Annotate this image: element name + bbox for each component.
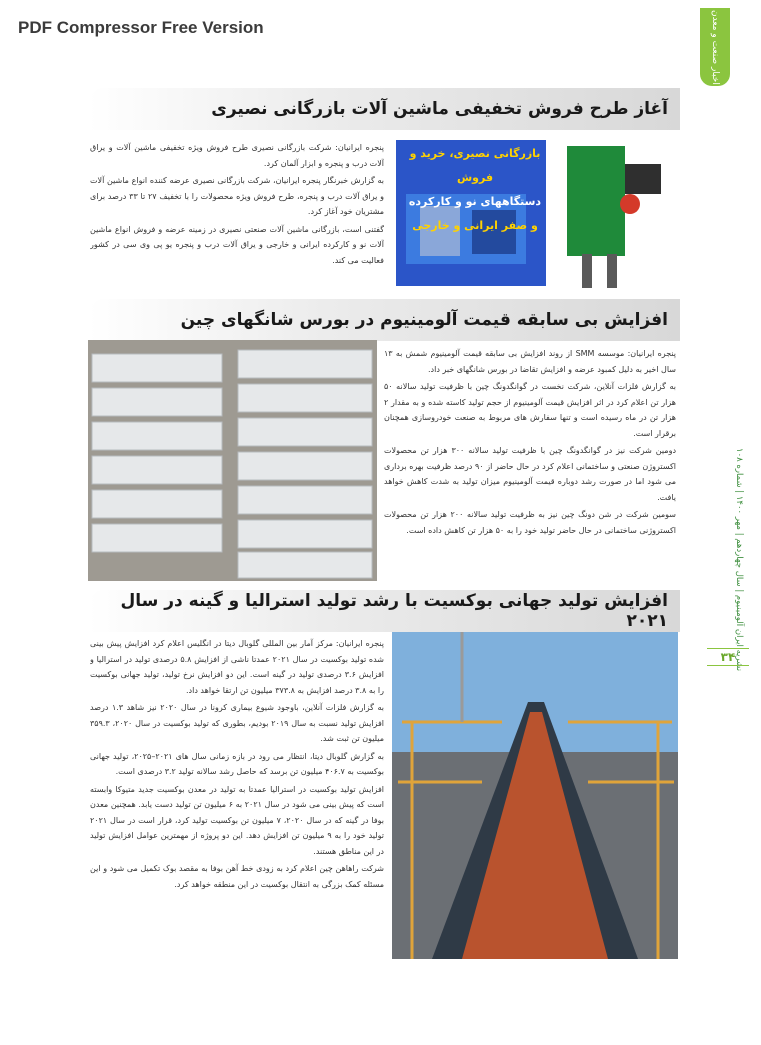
article-2-paragraph: پنجره ایرانیان: موسسه SMM از روند افزایش بی سابقه قیمت آلومینیوم شمش به ۱۳ سال اخیر به دلیل کمبود عرضه و افزایش تقاضا در بورس شانگهای خبر داد. xyxy=(384,349,676,374)
ad-caption-line-2: دستگاههای نو و کارکرده xyxy=(408,195,542,208)
article-1-title: آغاز طرح فروش تخفیفی ماشین آلات بازرگانی نصیری xyxy=(88,88,680,130)
watermark-text: PDF Compressor Free Version xyxy=(18,18,264,37)
article-3-paragraph: پنجره ایرانیان: مرکز آمار بین المللی گلوبال دیتا در انگلیس اعلام کرد افزایش پیش بینی شده تولید بوکسیت در سال ۲۰۲۱ عمدتا ناشی از افزایش ۵.۸ درصدی تولید در استرالیا و افزایش ۳.۶ درصدی تولید در گینه است. این دو افزایش نرخ تولید، تولید جهانی بوکسیت را به ۳.۸ درصد افزایش به ۳۷۳.۸ میلیون تن ارتقا خواهد داد. xyxy=(90,639,384,695)
ad-caption-line-1: بازرگانی نصیری، خرید و فروش xyxy=(409,147,541,184)
bauxite-conveyor-image xyxy=(392,632,678,959)
machine-ad-image xyxy=(392,134,678,292)
article-1-paragraph: پنجره ایرانیان: شرکت بازرگانی نصیری طرح فروش ویژه تخفیفی ماشین آلات و یراق آلات درب و پنجره و ابزار آلمان کرد. xyxy=(90,143,384,168)
article-3-paragraph: به گزارش گلوبال دیتا، انتظار می رود در بازه زمانی سال های ۲۰۲۱–۲۰۲۵، تولید جهانی بوکسیت به ۴۰۶.۷ میلیون تن برسد که حاصل رشد سالانه تولید ۳.۲ درصدی است. xyxy=(90,751,384,776)
conveyor-illustration xyxy=(392,632,678,959)
article-1-body xyxy=(90,140,384,290)
article-2-paragraph: دومین شرکت نیز در گوانگدونگ چین با ظرفیت تولید سالانه ۳۰۰ هزار تن محصولات اکستروژن صنعتی و ساختمانی اعلام کرد در حال حاضر از ۹۰ درصد ظرفیت بهره برداری می شود اما در صورت رشد دوباره قیمت آلومینیوم میزان تولید به شدت کاهش خواهد یافت. xyxy=(384,446,676,502)
magazine-info: نشریه ایران آلومینیوم | سال چهاردهم | مهر ۱۴۰۰ | شماره ۱۰۸ xyxy=(734,448,744,672)
article-3-body xyxy=(90,636,384,958)
article-2-title: افزایش بی سابقه قیمت آلومینیوم در بورس شانگهای چین xyxy=(88,299,680,341)
article-3-paragraph: به گزارش فلزات آنلاین، باوجود شیوع بیماری کرونا در سال ۲۰۲۰ نیز شاهد ۱.۳ درصد افزایش تولید نسبت به سال ۲۰۱۹ بودیم، بطوری که تولید بوکسیت در سال ۲۰۲۰، ۳۵۹.۳ میلیون تن ثبت شد. xyxy=(90,703,384,743)
article-3-title: افزایش تولید جهانی بوکسیت با رشد تولید استرالیا و گینه در سال ۲۰۲۱ xyxy=(88,590,680,632)
article-3-paragraph: افزایش تولید بوکسیت در استرالیا عمدتا به تولید در معدن بوکسیت جدید متیوکا وابسته است که پیش بینی می شود در سال ۲۰۲۱ به ۶ میلیون تن تولید دست یابد. همچنین معدن بوفا در گینه که در سال ۲۰۲۰، ۷ میلیون تن بوکسیت تولید کرد، قرار است در سال ۲۰۲۱ تولید خود را به ۹ میلیون تن افزایش دهد. این دو پروژه از مهمترین عوامل افزایش تولید در این مناطق هستند. xyxy=(90,784,384,856)
page-number: ۳۴ xyxy=(707,648,749,666)
article-3-paragraph: شرکت راهاهن چین اعلام کرد به زودی خط آهن بوفا به مقصد بوک تکمیل می شود و این مسئله کمک بزرگی به انتقال بوکسیت در این منطقه خواهد کرد. xyxy=(90,864,384,889)
article-2-body xyxy=(384,346,676,582)
article-1-paragraph: به گزارش خبرنگار پنجره ایرانیان، شرکت بازرگانی نصیری عرضه کننده انواع ماشین آلات و یراق آلات درب و پنجره، طرح فروش ویژه محصولات را با تخفیف ۲۷ تا ۳۳ درصد برای مشتریان خود آغاز کرد. xyxy=(90,176,384,216)
article-2-paragraph: به گزارش فلزات آنلاین، شرکت نخست در گوانگدونگ چین با ظرفیت تولید سالانه ۵۰ هزار تن اعلام کرد در اثر افزایش قیمت آلومینیوم از حجم تولید کاسته شده و به مقدار ۲ هزار تن در ماه رسیده است و تنها سفارش های مربوط به صنعت خودروسازی همچنان برقرار است. xyxy=(384,382,676,438)
section-tab: اخبار صنعت و معدن xyxy=(700,8,730,86)
ingot-stack-illustration xyxy=(88,340,377,581)
aluminium-ingots-image xyxy=(88,340,377,581)
ad-caption-line-3: و صفر ایرانی و خارجی xyxy=(412,219,538,232)
article-2-paragraph: سومین شرکت در شن دونگ چین نیز به ظرفیت تولید سالانه ۲۰۰ هزار تن محصولات اکستروژنی ساختمانی در حال حاضر تولید خود را به ۵۰ هزار تن کاهش داده است. xyxy=(384,510,676,535)
article-1-paragraph: گفتنی است، بازرگانی ماشین آلات صنعتی نصیری در زمینه عرضه و فروش انواع ماشین آلات نو و کارکرده ایرانی و خارجی و یراق آلات درب و پنجره یو پی وی سی در کشور فعالیت می کند. xyxy=(90,224,384,265)
